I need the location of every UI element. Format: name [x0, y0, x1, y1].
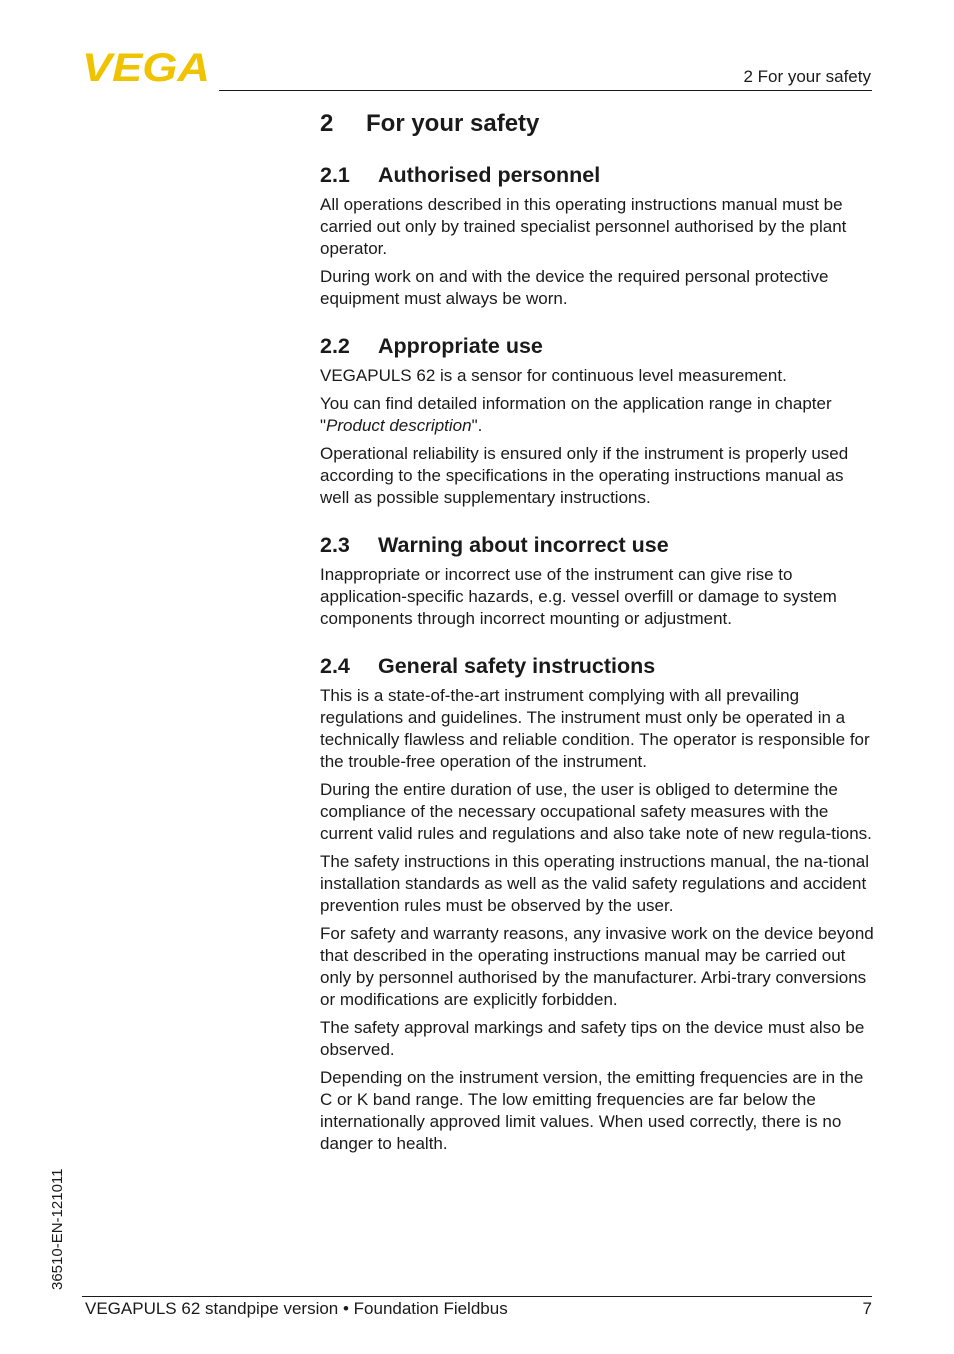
section-heading — [320, 654, 876, 679]
paragraph: VEGAPULS 62 is a sensor for continuous level measurement. — [320, 366, 787, 385]
section-heading — [320, 334, 876, 359]
paragraph-text: ". — [471, 416, 483, 435]
footer-divider — [82, 1296, 872, 1297]
chapter-title: For your safety — [366, 110, 540, 137]
section-number: 2.2 — [320, 334, 350, 358]
paragraph — [320, 393, 876, 437]
section-title: Appropriate use — [378, 334, 543, 358]
paragraph: All operations described in this operating instructions manual must be carried out only by trained specialist personnel authorised by the plant operator. — [320, 195, 847, 258]
section-general-safety-instructions — [320, 654, 876, 1155]
paragraph: Depending on the instrument version, the emitting frequencies are in the C or K band range. The low emitting frequencies are far below the internationally approved limit values. When used correctly, there is no danger to health. — [320, 1068, 864, 1153]
section-authorised-personnel — [320, 163, 876, 310]
paragraph: The safety instructions in this operating instructions manual, the na-tional installation standards as well as the valid safety regulations and accident prevention rules must be observed by the user. — [320, 852, 870, 915]
svg-text:VEGA: VEGA — [82, 50, 210, 84]
page-number: 7 — [862, 1299, 872, 1318]
section-heading — [320, 163, 876, 188]
paragraph: The safety approval markings and safety tips on the device must also be observed. — [320, 1018, 865, 1059]
section-warning-incorrect-use — [320, 533, 876, 630]
paragraph: Operational reliability is ensured only if the instrument is properly used according to the specifications in the operating instructions manual as well as possible supplementary instructions. — [320, 444, 849, 507]
paragraph: During work on and with the device the required personal protective equipment must always be worn. — [320, 267, 829, 308]
paragraph: Inappropriate or incorrect use of the instrument can give rise to application-specific hazards, e.g. vessel overfill or damage to system components through incorrect mounting or adjustment. — [320, 565, 837, 628]
page-content — [320, 110, 876, 1155]
document-code: 36510-EN-121011 — [49, 1168, 66, 1290]
section-number: 2.1 — [320, 163, 350, 187]
section-title: General safety instructions — [378, 654, 656, 678]
section-number: 2.4 — [320, 654, 350, 678]
section-title: Warning about incorrect use — [378, 533, 669, 557]
section-number: 2.3 — [320, 533, 350, 557]
section-title: Authorised personnel — [378, 163, 601, 187]
paragraph: For safety and warranty reasons, any invasive work on the device beyond that described in the operating instructions manual may be carried out only by personnel authorised by the manufacturer. Arbi-trary conversions or modifications are explicitly forbidden. — [320, 924, 874, 1009]
section-appropriate-use — [320, 334, 876, 509]
vega-logo — [82, 50, 212, 84]
chapter-number: 2 — [320, 110, 334, 137]
paragraph: During the entire duration of use, the user is obliged to determine the compliance of the necessary occupational safety measures with the current valid rules and regulations and also take note of new regula-tions. — [320, 780, 872, 843]
chapter-heading — [320, 110, 876, 138]
section-heading — [320, 533, 876, 558]
chapter-reference: Product description — [326, 416, 472, 435]
footer-document-title: VEGAPULS 62 standpipe version • Foundation Fieldbus — [85, 1299, 508, 1318]
paragraph: This is a state-of-the-art instrument complying with all prevailing regulations and guidelines. The instrument must only be operated in a technically flawless and reliable condition. The operator is responsible for the trouble-free operation of the instrument. — [320, 686, 870, 771]
header-divider — [219, 90, 872, 91]
paragraph-text: You can find detailed information on the application range in chapter " — [320, 394, 832, 435]
header-section-title: 2 For your safety — [743, 67, 871, 86]
